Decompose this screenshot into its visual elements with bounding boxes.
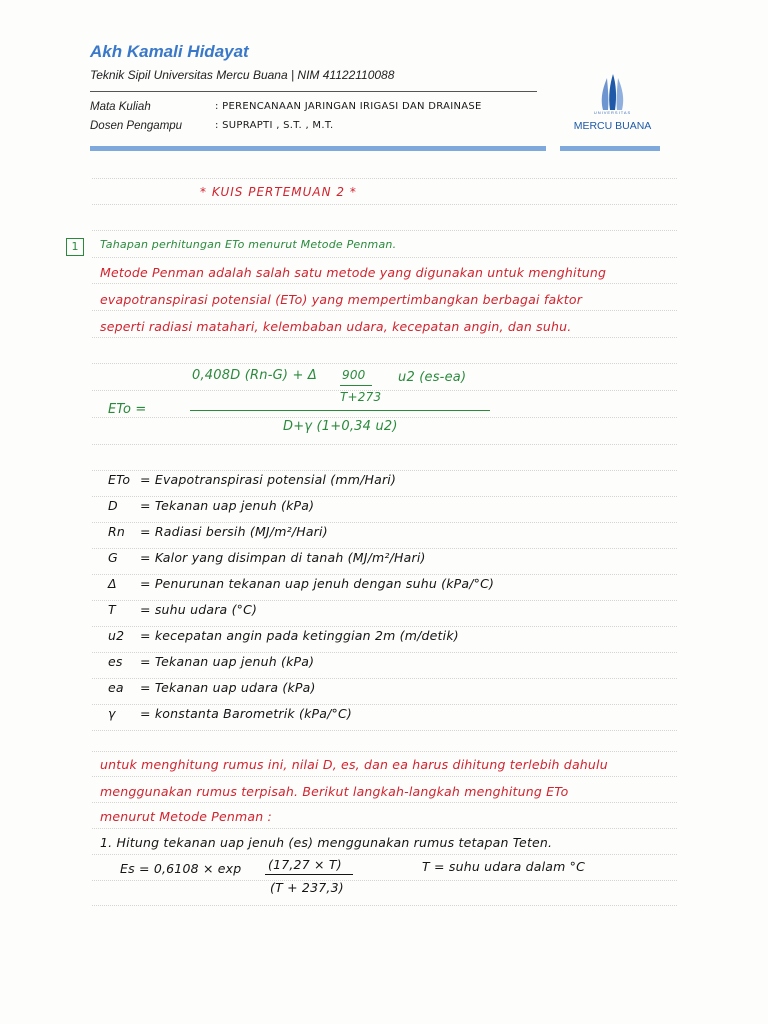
ruled-line: [92, 310, 677, 311]
formula-small-fraction-line: [340, 385, 372, 386]
ruled-line: [92, 574, 677, 575]
intro-line-3: seperti radiasi matahari, kelembaban udara, kecepatan angin, dan suhu.: [100, 319, 572, 334]
ruled-line: [92, 257, 677, 258]
formula-lhs: ETo =: [108, 402, 147, 417]
ruled-line: [92, 444, 677, 445]
es-formula-note: T = suhu udara dalam °C: [422, 859, 586, 874]
definition-symbol: es: [108, 654, 123, 669]
definition-text: = kecepatan angin pada ketinggian 2m (m/detik): [140, 628, 459, 643]
ruled-line: [92, 802, 677, 803]
definition-symbol: G: [108, 550, 118, 565]
definition-symbol: u2: [108, 628, 125, 643]
ruled-line: [92, 178, 677, 179]
definition-text: = Tekanan uap jenuh (kPa): [140, 498, 315, 513]
ruled-line: [92, 417, 677, 418]
definition-text: = Radiasi bersih (MJ/m²/Hari): [140, 524, 328, 539]
definition-text: = suhu udara (°C): [140, 602, 258, 617]
ruled-line: [92, 363, 677, 364]
logo-name-text: MERCU BUANA: [573, 120, 652, 132]
ruled-line: [92, 828, 677, 829]
es-formula-lhs: Es = 0,6108 × exp: [120, 861, 242, 876]
intro-line-1: Metode Penman adalah salah satu metode yang digunakan untuk menghitung: [100, 265, 607, 280]
ruled-line: [92, 704, 677, 705]
definition-symbol: ea: [108, 680, 124, 695]
ruled-line: [92, 337, 677, 338]
lecturer-value: : SUPRAPTI , S.T. , M.T.: [215, 120, 334, 131]
steps-intro-line-1: untuk menghitung rumus ini, nilai D, es, dan ea harus dihitung terlebih dahulu: [100, 757, 608, 772]
formula-numerator-a: 0,408D (Rn-G) + Δ: [192, 368, 317, 383]
definition-symbol: Δ: [108, 576, 117, 591]
definition-symbol: T: [108, 602, 116, 617]
steps-intro-line-3: menurut Metode Penman :: [100, 809, 272, 824]
definition-symbol: D: [108, 498, 118, 513]
ruled-line: [92, 626, 677, 627]
es-formula-fraction-line: [265, 874, 353, 875]
definition-symbol: Rn: [108, 524, 126, 539]
logo-flame-icon: [570, 72, 655, 112]
steps-intro-line-2: menggunakan rumus terpisah. Berikut langkah-langkah menghitung ETo: [100, 784, 569, 799]
quiz-title: * KUIS PERTEMUAN 2 *: [200, 185, 357, 199]
definition-text: = Penurunan tekanan uap jenuh dengan suhu (kPa/°C): [140, 576, 495, 591]
definition-text: = konstanta Barometrik (kPa/°C): [140, 706, 352, 721]
definition-symbol: γ: [108, 706, 116, 721]
ruled-line: [92, 390, 677, 391]
ruled-line: [92, 548, 677, 549]
step-1-text: 1. Hitung tekanan uap jenuh (es) menggunakan rumus tetapan Teten.: [100, 835, 553, 850]
formula-frac-bottom: T+273: [340, 390, 382, 404]
question-number-box: 1: [66, 238, 84, 256]
ruled-line: [92, 283, 677, 284]
definition-text: = Kalor yang disimpan di tanah (MJ/m²/Hari): [140, 550, 426, 565]
formula-denominator: D+γ (1+0,34 u2): [283, 419, 398, 434]
definition-symbol: ETo: [108, 472, 131, 487]
question-title: Tahapan perhitungan ETo menurut Metode Penman.: [100, 238, 397, 251]
ruled-line: [92, 776, 677, 777]
definition-text: = Evapotranspirasi potensial (mm/Hari): [140, 472, 397, 487]
formula-frac-top: 900: [342, 368, 366, 382]
intro-line-2: evapotranspirasi potensial (ETo) yang mempertimbangkan berbagai faktor: [100, 292, 583, 307]
es-formula-frac-bottom: (T + 237,3): [270, 880, 344, 895]
ruled-line: [92, 652, 677, 653]
author-subtitle: Teknik Sipil Universitas Mercu Buana | NIM 41122110088: [90, 68, 395, 82]
ruled-line: [92, 880, 677, 881]
header-divider: [90, 91, 537, 92]
es-formula-frac-top: (17,27 × T): [268, 857, 342, 872]
ruled-line: [92, 522, 677, 523]
ruled-line: [92, 204, 677, 205]
ruled-line: [92, 751, 677, 752]
definition-text: = Tekanan uap jenuh (kPa): [140, 654, 315, 669]
ruled-line: [92, 678, 677, 679]
definition-text: = Tekanan uap udara (kPa): [140, 680, 316, 695]
ruled-line: [92, 854, 677, 855]
author-name: Akh Kamali Hidayat: [90, 42, 249, 61]
lecturer-label: Dosen Pengampu: [90, 120, 183, 132]
ruled-line: [92, 730, 677, 731]
university-logo: [570, 72, 655, 138]
formula-numerator-b: u2 (es-ea): [398, 370, 467, 385]
course-label: Mata Kuliah: [90, 101, 151, 113]
course-value: : PERENCANAAN JARINGAN IRIGASI DAN DRAINASE: [215, 101, 482, 112]
ruled-line: [92, 470, 677, 471]
formula-fraction-line: [190, 410, 490, 411]
ruled-line: [92, 600, 677, 601]
ruled-line: [92, 496, 677, 497]
header-accent-bar: [90, 146, 546, 151]
logo-university-text: UNIVERSITAS: [593, 110, 632, 115]
ruled-line: [92, 905, 677, 906]
header-accent-bar-right: [560, 146, 660, 151]
ruled-line: [92, 230, 677, 231]
